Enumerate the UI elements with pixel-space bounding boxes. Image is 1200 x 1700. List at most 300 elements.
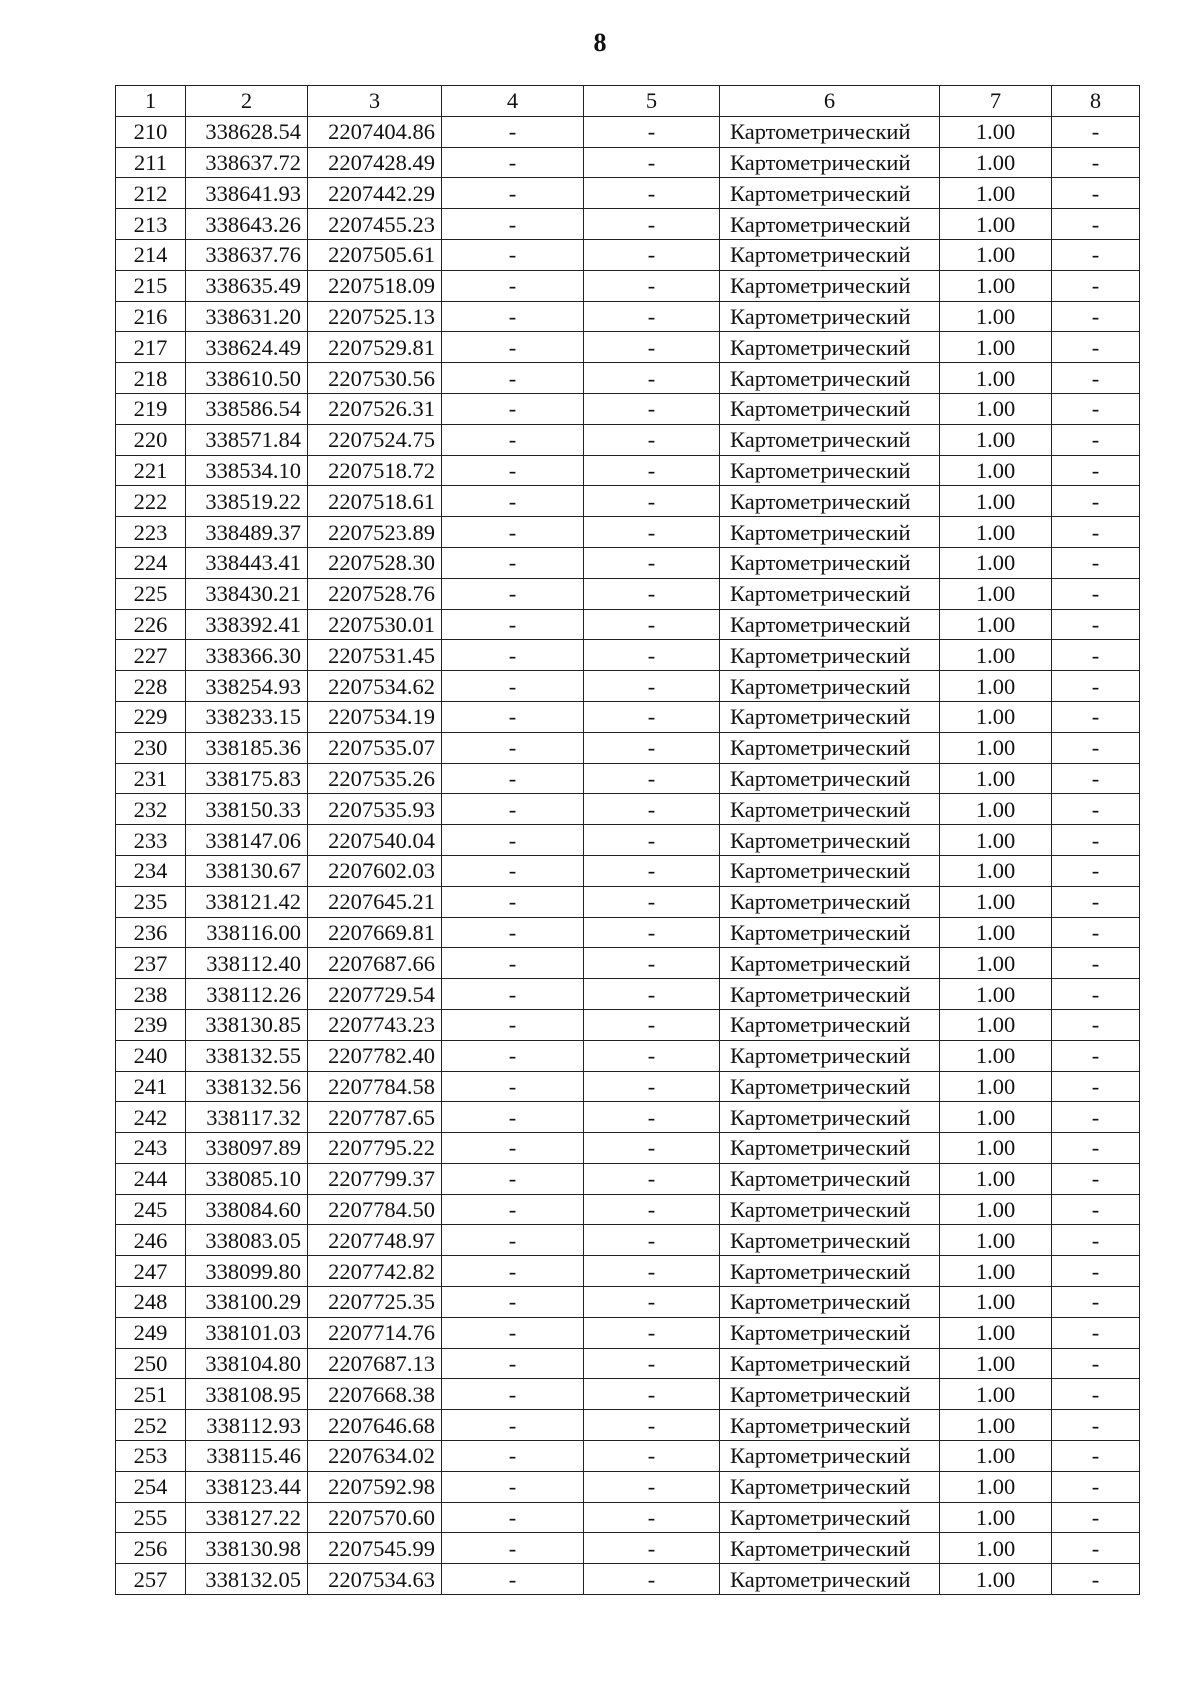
y-coordinate-cell: 2207729.54 xyxy=(308,979,442,1010)
y-coordinate-cell: 2207505.61 xyxy=(308,239,442,270)
accuracy-cell: 1.00 xyxy=(940,1102,1052,1133)
x-coordinate-cell: 338571.84 xyxy=(186,424,308,455)
x-coordinate-cell: 338631.20 xyxy=(186,301,308,332)
column-header-5: 5 xyxy=(584,86,720,117)
x-coordinate-cell: 338104.80 xyxy=(186,1348,308,1379)
accuracy-cell: 1.00 xyxy=(940,1471,1052,1502)
col-8-cell: - xyxy=(1052,794,1140,825)
x-coordinate-cell: 338643.26 xyxy=(186,209,308,240)
col-8-cell: - xyxy=(1052,332,1140,363)
y-coordinate-cell: 2207784.50 xyxy=(308,1194,442,1225)
y-coordinate-cell: 2207535.93 xyxy=(308,794,442,825)
col-5-cell: - xyxy=(584,1533,720,1564)
page-number: 8 xyxy=(593,28,607,57)
col-8-cell: - xyxy=(1052,301,1140,332)
col-8-cell: - xyxy=(1052,1133,1140,1164)
method-cell: Картометрический xyxy=(720,609,940,640)
y-coordinate-cell: 2207525.13 xyxy=(308,301,442,332)
col-4-cell: - xyxy=(442,363,584,394)
accuracy-cell: 1.00 xyxy=(940,1287,1052,1318)
x-coordinate-cell: 338132.55 xyxy=(186,1040,308,1071)
table-row xyxy=(116,1317,1140,1348)
col-4-cell: - xyxy=(442,332,584,363)
point-number-cell: 223 xyxy=(116,517,186,548)
y-coordinate-cell: 2207714.76 xyxy=(308,1317,442,1348)
col-5-cell: - xyxy=(584,393,720,424)
col-4-cell: - xyxy=(442,393,584,424)
x-coordinate-cell: 338147.06 xyxy=(186,825,308,856)
method-cell: Картометрический xyxy=(720,1040,940,1071)
col-4-cell: - xyxy=(442,1348,584,1379)
col-5-cell: - xyxy=(584,270,720,301)
y-coordinate-cell: 2207534.62 xyxy=(308,671,442,702)
col-4-cell: - xyxy=(442,1102,584,1133)
method-cell: Картометрический xyxy=(720,671,940,702)
accuracy-cell: 1.00 xyxy=(940,1009,1052,1040)
y-coordinate-cell: 2207570.60 xyxy=(308,1502,442,1533)
point-number-cell: 218 xyxy=(116,363,186,394)
y-coordinate-cell: 2207518.09 xyxy=(308,270,442,301)
col-8-cell: - xyxy=(1052,147,1140,178)
table-row xyxy=(116,547,1140,578)
col-5-cell: - xyxy=(584,1287,720,1318)
col-4-cell: - xyxy=(442,1256,584,1287)
method-cell: Картометрический xyxy=(720,732,940,763)
col-4-cell: - xyxy=(442,578,584,609)
table-row xyxy=(116,363,1140,394)
accuracy-cell: 1.00 xyxy=(940,1256,1052,1287)
column-header-2: 2 xyxy=(186,86,308,117)
x-coordinate-cell: 338130.67 xyxy=(186,855,308,886)
x-coordinate-cell: 338084.60 xyxy=(186,1194,308,1225)
accuracy-cell: 1.00 xyxy=(940,1317,1052,1348)
y-coordinate-cell: 2207524.75 xyxy=(308,424,442,455)
method-cell: Картометрический xyxy=(720,1564,940,1595)
col-8-cell: - xyxy=(1052,1102,1140,1133)
point-number-cell: 238 xyxy=(116,979,186,1010)
point-number-cell: 224 xyxy=(116,547,186,578)
accuracy-cell: 1.00 xyxy=(940,763,1052,794)
table-row xyxy=(116,1287,1140,1318)
accuracy-cell: 1.00 xyxy=(940,455,1052,486)
col-4-cell: - xyxy=(442,1040,584,1071)
table-row xyxy=(116,1533,1140,1564)
table-row xyxy=(116,609,1140,640)
table-row xyxy=(116,301,1140,332)
accuracy-cell: 1.00 xyxy=(940,1133,1052,1164)
accuracy-cell: 1.00 xyxy=(940,1564,1052,1595)
col-4-cell: - xyxy=(442,1317,584,1348)
accuracy-cell: 1.00 xyxy=(940,855,1052,886)
method-cell: Картометрический xyxy=(720,1441,940,1472)
col-5-cell: - xyxy=(584,363,720,394)
table-row xyxy=(116,1348,1140,1379)
col-4-cell: - xyxy=(442,301,584,332)
col-4-cell: - xyxy=(442,116,584,147)
col-5-cell: - xyxy=(584,178,720,209)
point-number-cell: 248 xyxy=(116,1287,186,1318)
accuracy-cell: 1.00 xyxy=(940,701,1052,732)
point-number-cell: 227 xyxy=(116,640,186,671)
col-8-cell: - xyxy=(1052,979,1140,1010)
col-8-cell: - xyxy=(1052,363,1140,394)
method-cell: Картометрический xyxy=(720,640,940,671)
col-4-cell: - xyxy=(442,671,584,702)
col-4-cell: - xyxy=(442,855,584,886)
col-5-cell: - xyxy=(584,147,720,178)
y-coordinate-cell: 2207528.76 xyxy=(308,578,442,609)
point-number-cell: 237 xyxy=(116,948,186,979)
x-coordinate-cell: 338127.22 xyxy=(186,1502,308,1533)
method-cell: Картометрический xyxy=(720,1287,940,1318)
accuracy-cell: 1.00 xyxy=(940,1441,1052,1472)
x-coordinate-cell: 338100.29 xyxy=(186,1287,308,1318)
point-number-cell: 250 xyxy=(116,1348,186,1379)
point-number-cell: 249 xyxy=(116,1317,186,1348)
y-coordinate-cell: 2207442.29 xyxy=(308,178,442,209)
method-cell: Картометрический xyxy=(720,917,940,948)
col-5-cell: - xyxy=(584,1194,720,1225)
x-coordinate-cell: 338175.83 xyxy=(186,763,308,794)
y-coordinate-cell: 2207784.58 xyxy=(308,1071,442,1102)
col-5-cell: - xyxy=(584,424,720,455)
table-row xyxy=(116,732,1140,763)
col-8-cell: - xyxy=(1052,917,1140,948)
col-8-cell: - xyxy=(1052,640,1140,671)
table-row xyxy=(116,270,1140,301)
x-coordinate-cell: 338117.32 xyxy=(186,1102,308,1133)
point-number-cell: 239 xyxy=(116,1009,186,1040)
col-8-cell: - xyxy=(1052,886,1140,917)
accuracy-cell: 1.00 xyxy=(940,1502,1052,1533)
col-5-cell: - xyxy=(584,239,720,270)
accuracy-cell: 1.00 xyxy=(940,1071,1052,1102)
col-8-cell: - xyxy=(1052,486,1140,517)
point-number-cell: 217 xyxy=(116,332,186,363)
y-coordinate-cell: 2207725.35 xyxy=(308,1287,442,1318)
method-cell: Картометрический xyxy=(720,301,940,332)
table-row xyxy=(116,855,1140,886)
x-coordinate-cell: 338132.56 xyxy=(186,1071,308,1102)
accuracy-cell: 1.00 xyxy=(940,886,1052,917)
method-cell: Картометрический xyxy=(720,701,940,732)
column-header-1: 1 xyxy=(116,86,186,117)
y-coordinate-cell: 2207748.97 xyxy=(308,1225,442,1256)
accuracy-cell: 1.00 xyxy=(940,363,1052,394)
col-8-cell: - xyxy=(1052,1379,1140,1410)
table-row xyxy=(116,1040,1140,1071)
x-coordinate-cell: 338637.72 xyxy=(186,147,308,178)
col-5-cell: - xyxy=(584,1225,720,1256)
column-header-8: 8 xyxy=(1052,86,1140,117)
col-8-cell: - xyxy=(1052,517,1140,548)
accuracy-cell: 1.00 xyxy=(940,517,1052,548)
method-cell: Картометрический xyxy=(720,1256,940,1287)
method-cell: Картометрический xyxy=(720,363,940,394)
col-4-cell: - xyxy=(442,917,584,948)
col-8-cell: - xyxy=(1052,825,1140,856)
point-number-cell: 251 xyxy=(116,1379,186,1410)
y-coordinate-cell: 2207523.89 xyxy=(308,517,442,548)
y-coordinate-cell: 2207602.03 xyxy=(308,855,442,886)
accuracy-cell: 1.00 xyxy=(940,732,1052,763)
y-coordinate-cell: 2207404.86 xyxy=(308,116,442,147)
x-coordinate-cell: 338610.50 xyxy=(186,363,308,394)
table-row xyxy=(116,794,1140,825)
x-coordinate-cell: 338097.89 xyxy=(186,1133,308,1164)
method-cell: Картометрический xyxy=(720,979,940,1010)
point-number-cell: 211 xyxy=(116,147,186,178)
col-5-cell: - xyxy=(584,979,720,1010)
x-coordinate-cell: 338085.10 xyxy=(186,1163,308,1194)
col-8-cell: - xyxy=(1052,732,1140,763)
table-header-row xyxy=(116,86,1140,117)
method-cell: Картометрический xyxy=(720,1348,940,1379)
x-coordinate-cell: 338112.40 xyxy=(186,948,308,979)
table-row xyxy=(116,886,1140,917)
col-4-cell: - xyxy=(442,1502,584,1533)
x-coordinate-cell: 338112.93 xyxy=(186,1410,308,1441)
accuracy-cell: 1.00 xyxy=(940,332,1052,363)
method-cell: Картометрический xyxy=(720,1009,940,1040)
table-row xyxy=(116,116,1140,147)
col-8-cell: - xyxy=(1052,270,1140,301)
col-5-cell: - xyxy=(584,671,720,702)
col-5-cell: - xyxy=(584,547,720,578)
col-8-cell: - xyxy=(1052,1533,1140,1564)
method-cell: Картометрический xyxy=(720,147,940,178)
col-8-cell: - xyxy=(1052,1009,1140,1040)
accuracy-cell: 1.00 xyxy=(940,794,1052,825)
method-cell: Картометрический xyxy=(720,1502,940,1533)
x-coordinate-cell: 338101.03 xyxy=(186,1317,308,1348)
method-cell: Картометрический xyxy=(720,763,940,794)
col-4-cell: - xyxy=(442,455,584,486)
table-row xyxy=(116,578,1140,609)
col-4-cell: - xyxy=(442,1287,584,1318)
accuracy-cell: 1.00 xyxy=(940,1194,1052,1225)
col-5-cell: - xyxy=(584,1009,720,1040)
x-coordinate-cell: 338624.49 xyxy=(186,332,308,363)
method-cell: Картометрический xyxy=(720,825,940,856)
accuracy-cell: 1.00 xyxy=(940,178,1052,209)
table-body xyxy=(116,86,1140,1595)
point-number-cell: 236 xyxy=(116,917,186,948)
accuracy-cell: 1.00 xyxy=(940,1040,1052,1071)
table-row xyxy=(116,517,1140,548)
method-cell: Картометрический xyxy=(720,455,940,486)
col-5-cell: - xyxy=(584,1163,720,1194)
accuracy-cell: 1.00 xyxy=(940,301,1052,332)
table-row xyxy=(116,147,1140,178)
col-5-cell: - xyxy=(584,609,720,640)
point-number-cell: 234 xyxy=(116,855,186,886)
accuracy-cell: 1.00 xyxy=(940,147,1052,178)
col-5-cell: - xyxy=(584,763,720,794)
col-8-cell: - xyxy=(1052,855,1140,886)
x-coordinate-cell: 338130.98 xyxy=(186,1533,308,1564)
x-coordinate-cell: 338132.05 xyxy=(186,1564,308,1595)
point-number-cell: 229 xyxy=(116,701,186,732)
accuracy-cell: 1.00 xyxy=(940,486,1052,517)
table-row xyxy=(116,1441,1140,1472)
col-5-cell: - xyxy=(584,794,720,825)
accuracy-cell: 1.00 xyxy=(940,393,1052,424)
accuracy-cell: 1.00 xyxy=(940,209,1052,240)
col-4-cell: - xyxy=(442,1441,584,1472)
point-number-cell: 256 xyxy=(116,1533,186,1564)
x-coordinate-cell: 338083.05 xyxy=(186,1225,308,1256)
table-row xyxy=(116,424,1140,455)
method-cell: Картометрический xyxy=(720,855,940,886)
col-8-cell: - xyxy=(1052,948,1140,979)
table-row xyxy=(116,332,1140,363)
table-row xyxy=(116,393,1140,424)
table-row xyxy=(116,825,1140,856)
col-5-cell: - xyxy=(584,640,720,671)
col-5-cell: - xyxy=(584,948,720,979)
col-8-cell: - xyxy=(1052,1163,1140,1194)
point-number-cell: 245 xyxy=(116,1194,186,1225)
table-row xyxy=(116,1133,1140,1164)
col-4-cell: - xyxy=(442,1533,584,1564)
col-5-cell: - xyxy=(584,1410,720,1441)
col-4-cell: - xyxy=(442,640,584,671)
accuracy-cell: 1.00 xyxy=(940,1533,1052,1564)
accuracy-cell: 1.00 xyxy=(940,979,1052,1010)
y-coordinate-cell: 2207534.19 xyxy=(308,701,442,732)
col-4-cell: - xyxy=(442,1071,584,1102)
accuracy-cell: 1.00 xyxy=(940,547,1052,578)
col-4-cell: - xyxy=(442,886,584,917)
col-5-cell: - xyxy=(584,486,720,517)
method-cell: Картометрический xyxy=(720,486,940,517)
col-8-cell: - xyxy=(1052,1071,1140,1102)
method-cell: Картометрический xyxy=(720,886,940,917)
coordinates-table xyxy=(115,85,1140,1595)
y-coordinate-cell: 2207742.82 xyxy=(308,1256,442,1287)
table-row xyxy=(116,1194,1140,1225)
table-row xyxy=(116,1163,1140,1194)
method-cell: Картометрический xyxy=(720,332,940,363)
col-5-cell: - xyxy=(584,1471,720,1502)
col-4-cell: - xyxy=(442,486,584,517)
table-row xyxy=(116,671,1140,702)
y-coordinate-cell: 2207526.31 xyxy=(308,393,442,424)
col-5-cell: - xyxy=(584,917,720,948)
x-coordinate-cell: 338628.54 xyxy=(186,116,308,147)
column-header-3: 3 xyxy=(308,86,442,117)
col-5-cell: - xyxy=(584,301,720,332)
col-5-cell: - xyxy=(584,1256,720,1287)
y-coordinate-cell: 2207535.26 xyxy=(308,763,442,794)
col-4-cell: - xyxy=(442,517,584,548)
col-8-cell: - xyxy=(1052,1348,1140,1379)
method-cell: Картометрический xyxy=(720,1317,940,1348)
x-coordinate-cell: 338099.80 xyxy=(186,1256,308,1287)
accuracy-cell: 1.00 xyxy=(940,270,1052,301)
col-5-cell: - xyxy=(584,886,720,917)
accuracy-cell: 1.00 xyxy=(940,640,1052,671)
x-coordinate-cell: 338233.15 xyxy=(186,701,308,732)
method-cell: Картометрический xyxy=(720,1225,940,1256)
x-coordinate-cell: 338108.95 xyxy=(186,1379,308,1410)
point-number-cell: 235 xyxy=(116,886,186,917)
method-cell: Картометрический xyxy=(720,116,940,147)
point-number-cell: 230 xyxy=(116,732,186,763)
col-8-cell: - xyxy=(1052,455,1140,486)
point-number-cell: 243 xyxy=(116,1133,186,1164)
col-4-cell: - xyxy=(442,209,584,240)
x-coordinate-cell: 338641.93 xyxy=(186,178,308,209)
method-cell: Картометрический xyxy=(720,209,940,240)
method-cell: Картометрический xyxy=(720,1163,940,1194)
col-8-cell: - xyxy=(1052,209,1140,240)
x-coordinate-cell: 338112.26 xyxy=(186,979,308,1010)
point-number-cell: 241 xyxy=(116,1071,186,1102)
y-coordinate-cell: 2207518.61 xyxy=(308,486,442,517)
x-coordinate-cell: 338586.54 xyxy=(186,393,308,424)
col-5-cell: - xyxy=(584,517,720,548)
col-5-cell: - xyxy=(584,825,720,856)
point-number-cell: 220 xyxy=(116,424,186,455)
y-coordinate-cell: 2207668.38 xyxy=(308,1379,442,1410)
col-8-cell: - xyxy=(1052,1287,1140,1318)
col-4-cell: - xyxy=(442,763,584,794)
point-number-cell: 247 xyxy=(116,1256,186,1287)
x-coordinate-cell: 338430.21 xyxy=(186,578,308,609)
col-8-cell: - xyxy=(1052,1441,1140,1472)
point-number-cell: 216 xyxy=(116,301,186,332)
table-row xyxy=(116,763,1140,794)
accuracy-cell: 1.00 xyxy=(940,917,1052,948)
table-row xyxy=(116,1071,1140,1102)
y-coordinate-cell: 2207787.65 xyxy=(308,1102,442,1133)
method-cell: Картометрический xyxy=(720,794,940,825)
accuracy-cell: 1.00 xyxy=(940,116,1052,147)
col-5-cell: - xyxy=(584,732,720,763)
col-4-cell: - xyxy=(442,609,584,640)
col-8-cell: - xyxy=(1052,609,1140,640)
point-number-cell: 253 xyxy=(116,1441,186,1472)
col-8-cell: - xyxy=(1052,1317,1140,1348)
y-coordinate-cell: 2207799.37 xyxy=(308,1163,442,1194)
accuracy-cell: 1.00 xyxy=(940,1379,1052,1410)
point-number-cell: 213 xyxy=(116,209,186,240)
y-coordinate-cell: 2207645.21 xyxy=(308,886,442,917)
col-5-cell: - xyxy=(584,455,720,486)
col-4-cell: - xyxy=(442,825,584,856)
column-header-7: 7 xyxy=(940,86,1052,117)
y-coordinate-cell: 2207795.22 xyxy=(308,1133,442,1164)
point-number-cell: 226 xyxy=(116,609,186,640)
table-row xyxy=(116,178,1140,209)
point-number-cell: 228 xyxy=(116,671,186,702)
col-8-cell: - xyxy=(1052,393,1140,424)
method-cell: Картометрический xyxy=(720,1471,940,1502)
col-4-cell: - xyxy=(442,1194,584,1225)
col-5-cell: - xyxy=(584,1441,720,1472)
method-cell: Картометрический xyxy=(720,547,940,578)
x-coordinate-cell: 338115.46 xyxy=(186,1441,308,1472)
table-row xyxy=(116,1471,1140,1502)
x-coordinate-cell: 338366.30 xyxy=(186,640,308,671)
y-coordinate-cell: 2207634.02 xyxy=(308,1441,442,1472)
table-row xyxy=(116,1502,1140,1533)
col-4-cell: - xyxy=(442,1163,584,1194)
accuracy-cell: 1.00 xyxy=(940,239,1052,270)
accuracy-cell: 1.00 xyxy=(940,825,1052,856)
